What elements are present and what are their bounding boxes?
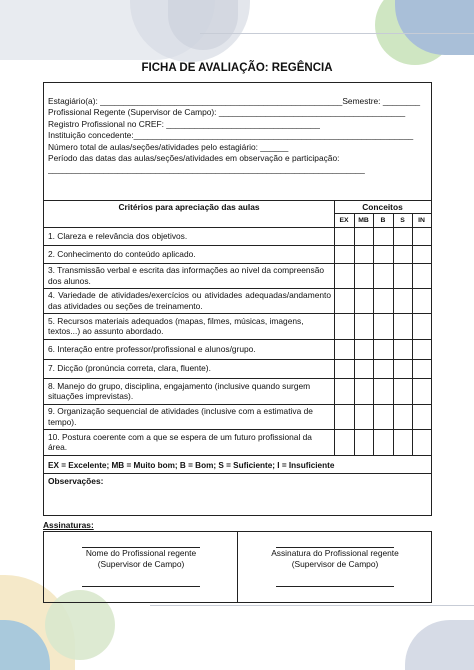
student-info-section — [44, 83, 431, 200]
concepts-header: Conceitos — [362, 202, 403, 212]
observations-label: Observações: — [48, 476, 104, 486]
signature-caption: Nome do Profissional regente — [85, 548, 197, 558]
signature-line[interactable] — [276, 579, 394, 587]
criterion-5: 5. Recursos materiais adequados (mapas, filmes, músicas, imagens, textos...) ao assunto abordado. — [48, 315, 304, 336]
info-line-cref[interactable]: Registro Profissional no CREF: _________________________________ — [48, 118, 320, 129]
info-line-supervisor[interactable]: Profissional Regente (Supervisor de Campo): ________________________________________ — [48, 107, 406, 118]
signature-line[interactable] — [82, 579, 200, 587]
divider — [237, 532, 238, 602]
concept-code-mb: MB — [358, 217, 369, 224]
divider — [354, 213, 355, 455]
decor-line — [150, 605, 474, 606]
info-line-period-blank[interactable]: ____________________________________________________________________ — [48, 164, 365, 175]
signature-line[interactable] — [276, 538, 394, 548]
decor-shape — [405, 620, 474, 670]
signature-caption-sub: (Supervisor de Campo) — [291, 558, 379, 569]
criterion-10: 10. Postura coerente com a que se espera de um futuro profissional da área. — [48, 431, 312, 452]
criterion-3: 3. Transmissão verbal e escrita das informações ao nível da compreensão dos alunos. — [48, 265, 325, 286]
criterion-1: 1. Clareza e relevância dos objetivos. — [48, 230, 188, 241]
criterion-4: 4. Variedade de atividades/exercícios ou atividades adequadas/andamento das atividades ou seções de treinamento. — [48, 290, 331, 311]
signatures-box — [43, 531, 432, 603]
divider — [373, 213, 374, 455]
concepts-legend: EX = Excelente; MB = Muito bom; B = Bom; S = Suficiente; I = Insuficiente — [48, 461, 335, 470]
criterion-2: 2. Conhecimento do conteúdo aplicado. — [48, 248, 196, 259]
info-line-student[interactable]: Estagiário(a): ____________________________________________________Semestre: ________ — [48, 96, 421, 106]
signature-caption-sub: (Supervisor de Campo) — [97, 558, 185, 569]
criterion-7: 7. Dicção (pronúncia correta, clara, fluente). — [48, 363, 211, 374]
concept-code-in: IN — [418, 217, 425, 224]
concept-code-b: B — [380, 217, 386, 224]
signature-block-signature — [240, 538, 430, 587]
divider — [334, 213, 431, 214]
evaluation-form — [43, 82, 432, 516]
concept-code-s: S — [400, 217, 405, 224]
divider — [44, 455, 431, 456]
info-line-total-classes[interactable]: Número total de aulas/seções/atividades pelo estagiário: ______ — [48, 141, 289, 152]
divider — [393, 213, 394, 455]
divider — [412, 213, 413, 455]
decor-line — [200, 33, 474, 34]
divider — [334, 200, 335, 455]
signatures-label: Assinaturas: — [43, 520, 94, 530]
divider — [44, 473, 431, 474]
signature-line[interactable] — [82, 538, 200, 548]
criterion-8: 8. Manejo do grupo, disciplina, engajamento (inclusive quando surgem situações imprevistas). — [48, 380, 311, 401]
criterion-6: 6. Interação entre professor/profissional e alunos/grupo. — [48, 343, 256, 354]
concept-code-ex: EX — [339, 217, 349, 224]
info-line-period: Período das datas das aulas/seções/atividades em observação e participação: — [48, 152, 340, 163]
criteria-header: Critérios para apreciação das aulas — [118, 202, 260, 212]
page-title: FICHA DE AVALIAÇÃO: REGÊNCIA — [141, 62, 333, 74]
signature-caption: Assinatura do Profissional regente — [271, 548, 399, 558]
criterion-9: 9. Organização sequencial de atividades (inclusive com a estimativa de tempo). — [48, 406, 313, 427]
signature-block-name — [46, 538, 236, 587]
info-line-institution[interactable]: Instituição concedente:____________________________________________________________ — [48, 130, 414, 141]
